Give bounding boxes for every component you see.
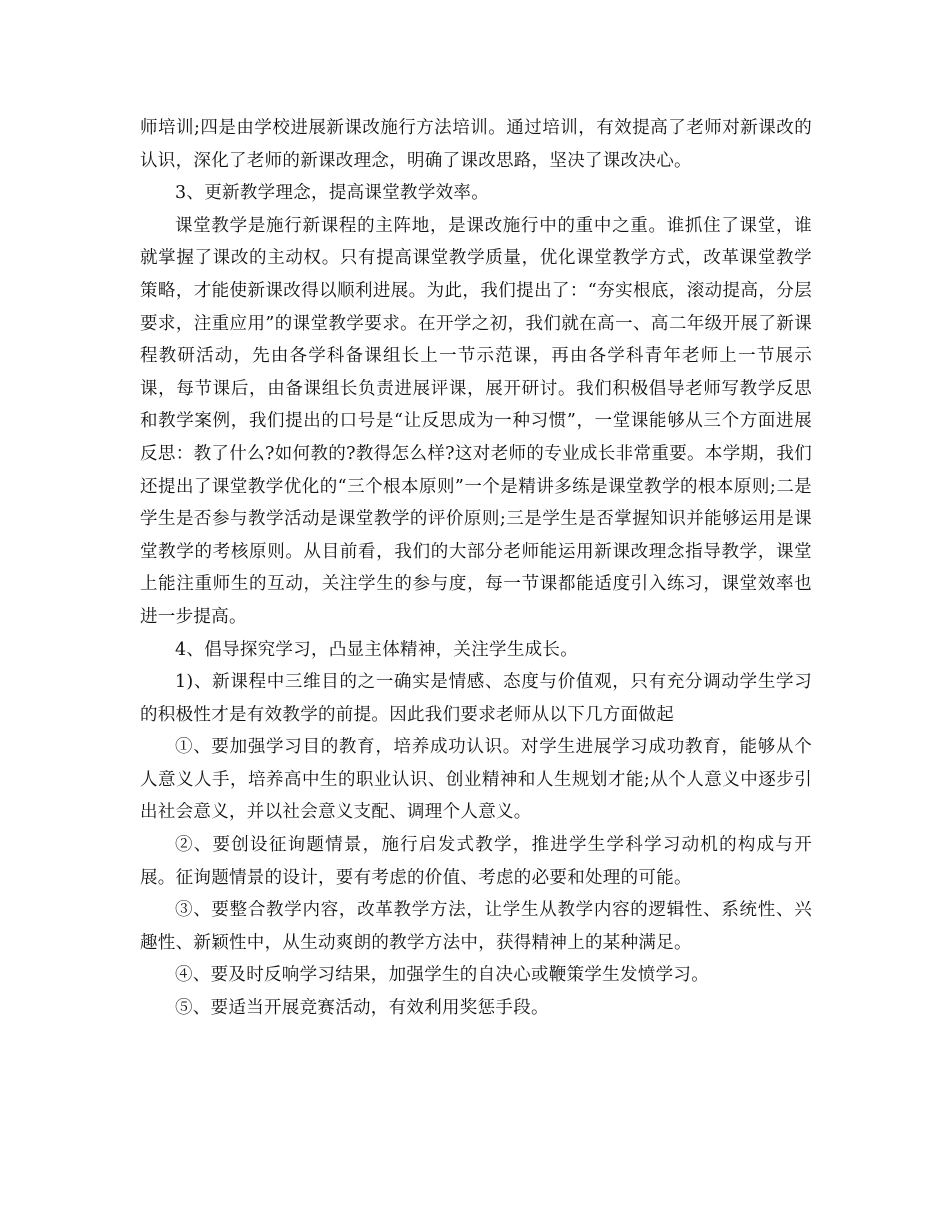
document-body	[140, 112, 812, 1025]
paragraph: 课堂教学是施行新课程的主阵地，是课改施行中的重中之重。谁抓住了课堂，谁就掌握了课改的主动权。只有提高课堂教学质量，优化课堂教学方式，改革课堂教学策略，才能使新课改得以顺利进展。为此，我们提出了：“夯实根底，滚动提高，分层要求，注重应用”的课堂教学要求。在开学之初，我们就在高一、高二年级开展了新课程教研活动，先由各学科备课组长上一节示范课，再由各学科青年老师上一节展示课，每节课后，由备课组长负责进展评课，展开研讨。我们积极倡导老师写教学反思和教学案例，我们提出的口号是“让反思成为一种习惯”，一堂课能够从三个方面进展反思：教了什么?如何教的?教得怎么样?这对老师的专业成长非常重要。本学期，我们还提出了课堂教学优化的“三个根本原则”一个是精讲多练是课堂教学的根本原则;二是学生是否参与教学活动是课堂教学的评价原则;三是学生是否掌握知识并能够运用是课堂教学的考核原则。从目前看，我们的大部分老师能运用新课改理念指导教学，课堂上能注重师生的互动，关注学生的参与度，每一节课都能适度引入练习，课堂效率也进一步提高。	[140, 215, 812, 627]
paragraph: 1)、新课程中三维目的之一确实是情感、态度与价值观，只有充分调动学生学习的积极性才是有效教学的前提。因此我们要求老师从以下几方面做起	[140, 672, 812, 725]
list-item: ③、要整合教学内容，改革教学方法，让学生从教学内容的逻辑性、系统性、兴趣性、新颖性中，从生动爽朗的教学方法中，获得精神上的某种满足。	[140, 900, 812, 953]
list-item: ②、要创设征询题情景，施行启发式教学，推进学生学科学习动机的构成与开展。征询题情景的设计，要有考虑的价值、考虑的必要和处理的可能。	[140, 835, 812, 888]
list-item: ①、要加强学习目的教育，培养成功认识。对学生进展学习成功教育，能够从个人意义人手，培养高中生的职业认识、创业精神和人生规划才能;从个人意义中逐步引出社会意义，并以社会意义支配、调理个人意义。	[140, 737, 812, 823]
section-heading: 3、更新教学理念，提高课堂教学效率。	[175, 183, 490, 204]
list-item: ④、要及时反响学习结果，加强学生的自决心或鞭策学生发愤学习。	[175, 965, 709, 986]
list-item: ⑤、要适当开展竞赛活动，有效利用奖惩手段。	[175, 998, 549, 1019]
paragraph: 师培训;四是由学校进展新课改施行方法培训。通过培训，有效提高了老师对新课改的认识，深化了老师的新课改理念，明确了课改思路，坚决了课改决心。	[140, 118, 812, 171]
section-heading: 4、倡导探究学习，凸显主体精神，关注学生成长。	[175, 639, 579, 660]
